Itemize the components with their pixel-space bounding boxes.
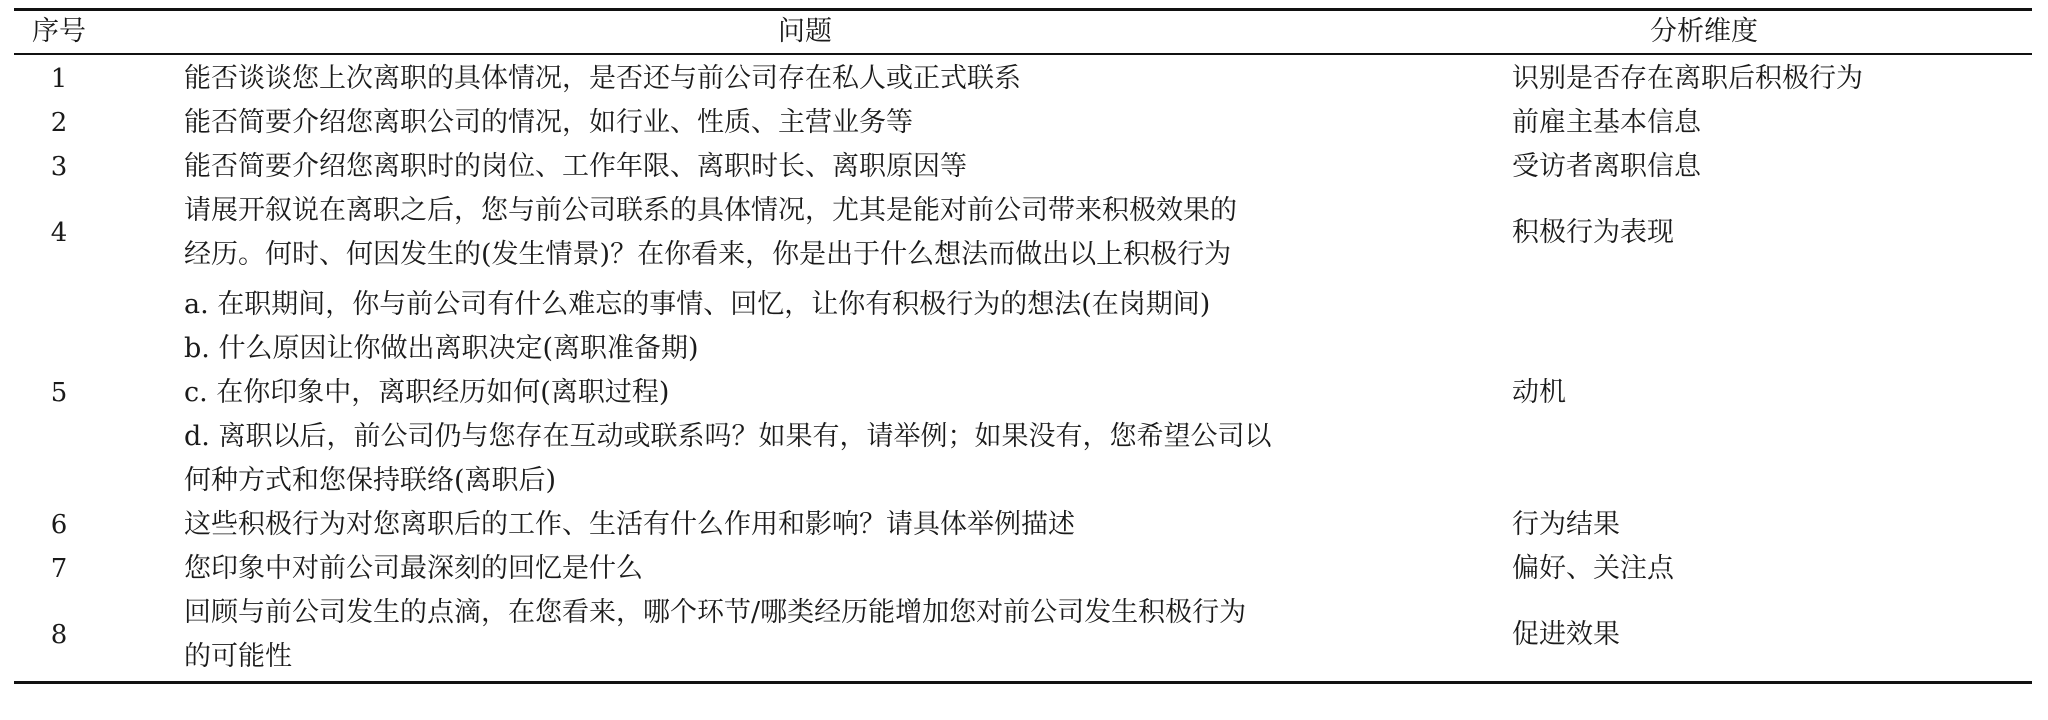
table-body xyxy=(14,54,2032,683)
row-dimension: 动机 xyxy=(1512,377,1566,408)
interview-outline-table-container xyxy=(14,8,2032,684)
header-dimension: 分析维度 xyxy=(1650,16,1758,47)
row-number: 3 xyxy=(50,152,68,182)
row-dimension: 积极行为表现 xyxy=(1512,217,1674,248)
table-row xyxy=(14,277,2032,503)
question-line: 能否谈谈您上次离职的具体情况，是否还与前公司存在私人或正式联系 xyxy=(184,63,1021,94)
question-line: b. 什么原因让你做出离职决定(离职准备期) xyxy=(184,333,699,364)
row-dimension: 识别是否存在离职后积极行为 xyxy=(1512,63,1863,94)
table-header xyxy=(14,10,2032,55)
question-line: 您印象中对前公司最深刻的回忆是什么 xyxy=(184,553,643,584)
question-line: 请展开叙说在离职之后，您与前公司联系的具体情况，尤其是能对前公司带来积极效果的 xyxy=(184,195,1237,226)
row-question xyxy=(144,145,1466,189)
row-dimension: 受访者离职信息 xyxy=(1512,151,1701,182)
interview-outline-table xyxy=(14,8,2032,684)
question-line: 能否简要介绍您离职时的岗位、工作年限、离职时长、离职原因等 xyxy=(184,151,967,182)
question-line: d. 离职以后，前公司仍与您存在互动或联系吗？如果有，请举例；如果没有，您希望公司以 xyxy=(184,421,1272,452)
header-question: 问题 xyxy=(778,16,832,47)
table-row xyxy=(14,591,2032,683)
row-dimension: 偏好、关注点 xyxy=(1512,553,1674,584)
table-row xyxy=(14,189,2032,277)
table-row xyxy=(14,54,2032,101)
question-line: a. 在职期间，你与前公司有什么难忘的事情、回忆，让你有积极行为的想法(在岗期间) xyxy=(184,289,1211,320)
question-line: 何种方式和您保持联络(离职后) xyxy=(184,465,557,496)
row-number: 4 xyxy=(50,218,68,248)
row-dimension: 行为结果 xyxy=(1512,509,1620,540)
row-number: 1 xyxy=(50,64,68,94)
table-row xyxy=(14,101,2032,145)
header-number: 序号 xyxy=(32,16,86,47)
row-number: 2 xyxy=(50,108,68,138)
row-dimension: 前雇主基本信息 xyxy=(1512,107,1701,138)
row-number: 5 xyxy=(50,378,68,408)
row-number: 6 xyxy=(50,510,68,540)
row-question xyxy=(144,101,1466,145)
row-number: 8 xyxy=(50,620,68,650)
table-row xyxy=(14,145,2032,189)
question-line: 经历。何时、何因发生的(发生情景)？在你看来，你是出于什么想法而做出以上积极行为 xyxy=(184,239,1232,270)
question-line: 这些积极行为对您离职后的工作、生活有什么作用和影响？请具体举例描述 xyxy=(184,509,1075,540)
header-row xyxy=(14,10,2032,55)
question-line: c. 在你印象中，离职经历如何(离职过程) xyxy=(184,377,670,408)
table-row xyxy=(14,547,2032,591)
row-question xyxy=(144,189,1466,277)
question-line: 回顾与前公司发生的点滴，在您看来，哪个环节/哪类经历能增加您对前公司发生积极行为 xyxy=(184,597,1247,628)
row-number: 7 xyxy=(50,554,68,584)
table-row xyxy=(14,503,2032,547)
row-question xyxy=(144,591,1466,683)
row-question xyxy=(144,54,1466,101)
row-question xyxy=(144,277,1466,503)
row-question xyxy=(144,547,1466,591)
row-question xyxy=(144,503,1466,547)
row-dimension: 促进效果 xyxy=(1512,619,1620,650)
question-line: 的可能性 xyxy=(184,641,292,672)
question-line: 能否简要介绍您离职公司的情况，如行业、性质、主营业务等 xyxy=(184,107,913,138)
